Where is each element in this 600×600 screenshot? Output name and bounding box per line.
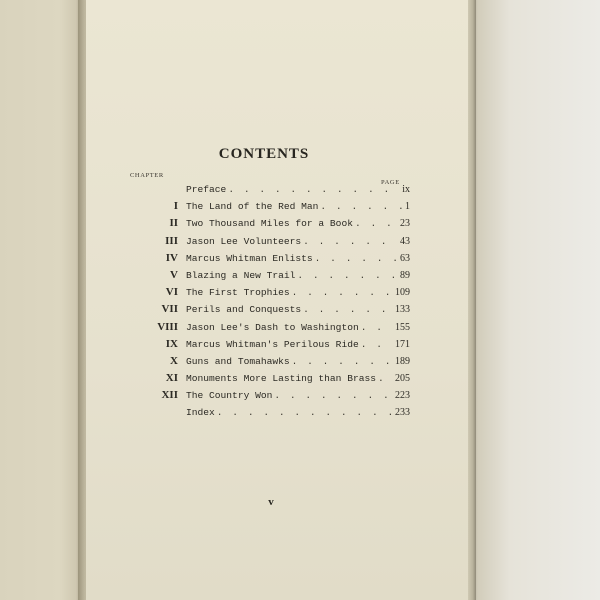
dot-leader [315, 250, 398, 267]
chapter-number: IX [165, 337, 178, 350]
page-edge [468, 0, 476, 600]
chapter-title: Jason Lee Volunteers [186, 235, 302, 247]
chapter-page-number: 109 [395, 287, 410, 299]
dot-leader [361, 336, 393, 353]
chapter-number: II [169, 217, 178, 230]
dot-leader [378, 370, 393, 387]
chapter-page-number: 205 [395, 373, 410, 385]
toc-entry-line [186, 387, 410, 404]
page-column-label: PAGE [381, 179, 400, 186]
toc-entry-line [186, 215, 410, 232]
chapter-number: XI [165, 372, 178, 385]
chapter-title: The Land of the Red Man [186, 201, 319, 213]
toc-entry-line [186, 250, 410, 267]
toc-entry-line [186, 370, 410, 387]
background-surface [470, 0, 600, 600]
dot-leader [303, 301, 393, 318]
dot-leader [292, 284, 393, 301]
table-of-contents [130, 181, 410, 422]
chapter-page-number: 1 [405, 201, 410, 213]
toc-entry [130, 387, 410, 404]
toc-entry [130, 353, 410, 370]
chapter-number: VII [161, 303, 178, 316]
toc-entry-line [186, 181, 410, 198]
chapter-column-label: CHAPTER [130, 172, 164, 179]
toc-entry [130, 215, 410, 232]
toc-entry-line [186, 284, 410, 301]
chapter-page-number: 89 [400, 269, 410, 281]
chapter-title: Preface [186, 184, 227, 195]
toc-entry [130, 198, 410, 215]
toc-entry [130, 284, 410, 301]
toc-entry [130, 404, 410, 421]
dot-leader [297, 267, 398, 284]
chapter-page-number: 155 [395, 321, 410, 333]
toc-entry [130, 301, 410, 318]
chapter-page-number: 223 [395, 390, 410, 402]
toc-entry-line [186, 233, 410, 250]
chapter-title: Monuments More Lasting than Brass [186, 373, 376, 385]
dot-leader [303, 233, 398, 250]
dot-leader [217, 404, 393, 421]
dot-leader [228, 181, 400, 198]
chapter-number: I [173, 200, 178, 213]
dot-leader [361, 319, 393, 336]
dot-leader [320, 198, 403, 215]
chapter-title: The Country Won [186, 390, 273, 402]
toc-entry-line [186, 267, 410, 284]
dot-leader [274, 387, 393, 404]
toc-entry [130, 181, 410, 198]
chapter-number: XII [161, 389, 178, 402]
dot-leader [355, 215, 398, 232]
toc-entry-line [186, 336, 410, 353]
toc-entry [130, 250, 410, 267]
toc-entry-line [186, 319, 410, 336]
chapter-page-number: 43 [400, 235, 410, 247]
toc-entry [130, 336, 410, 353]
dot-leader [292, 353, 393, 370]
chapter-title: Marcus Whitman Enlists [186, 252, 313, 264]
chapter-number: IV [165, 251, 178, 264]
chapter-title: Two Thousand Miles for a Book [186, 218, 353, 230]
page-title: CONTENTS [218, 146, 310, 162]
toc-entry [130, 267, 410, 284]
toc-entry [130, 233, 410, 250]
chapter-number: VIII [157, 320, 178, 333]
chapter-number: III [165, 234, 178, 247]
chapter-page-number: 171 [395, 338, 410, 350]
toc-entry-line [186, 301, 410, 318]
facing-page [0, 0, 82, 600]
chapter-page-number: 189 [395, 355, 410, 367]
toc-entry [130, 370, 410, 387]
toc-entry-line [186, 198, 410, 215]
chapter-number: VI [165, 286, 178, 299]
toc-entry-line [186, 404, 410, 421]
chapter-page-number: 63 [400, 252, 410, 264]
page-number: v [268, 496, 274, 508]
chapter-number: V [170, 268, 178, 281]
chapter-title: Index [186, 407, 215, 419]
chapter-page-number: 133 [395, 304, 410, 316]
chapter-title: The First Trophies [186, 287, 290, 299]
toc-entry [130, 319, 410, 336]
chapter-number: X [170, 354, 178, 367]
chapter-page-number: 23 [400, 218, 410, 230]
chapter-title: Perils and Conquests [186, 304, 302, 316]
chapter-page-number: ix [402, 184, 410, 195]
chapter-title: Guns and Tomahawks [186, 355, 290, 367]
chapter-title: Marcus Whitman's Perilous Ride [186, 338, 359, 350]
toc-entry-line [186, 353, 410, 370]
chapter-title: Jason Lee's Dash to Washington [186, 321, 359, 333]
chapter-title: Blazing a New Trail [186, 269, 296, 281]
chapter-page-number: 233 [395, 407, 410, 419]
